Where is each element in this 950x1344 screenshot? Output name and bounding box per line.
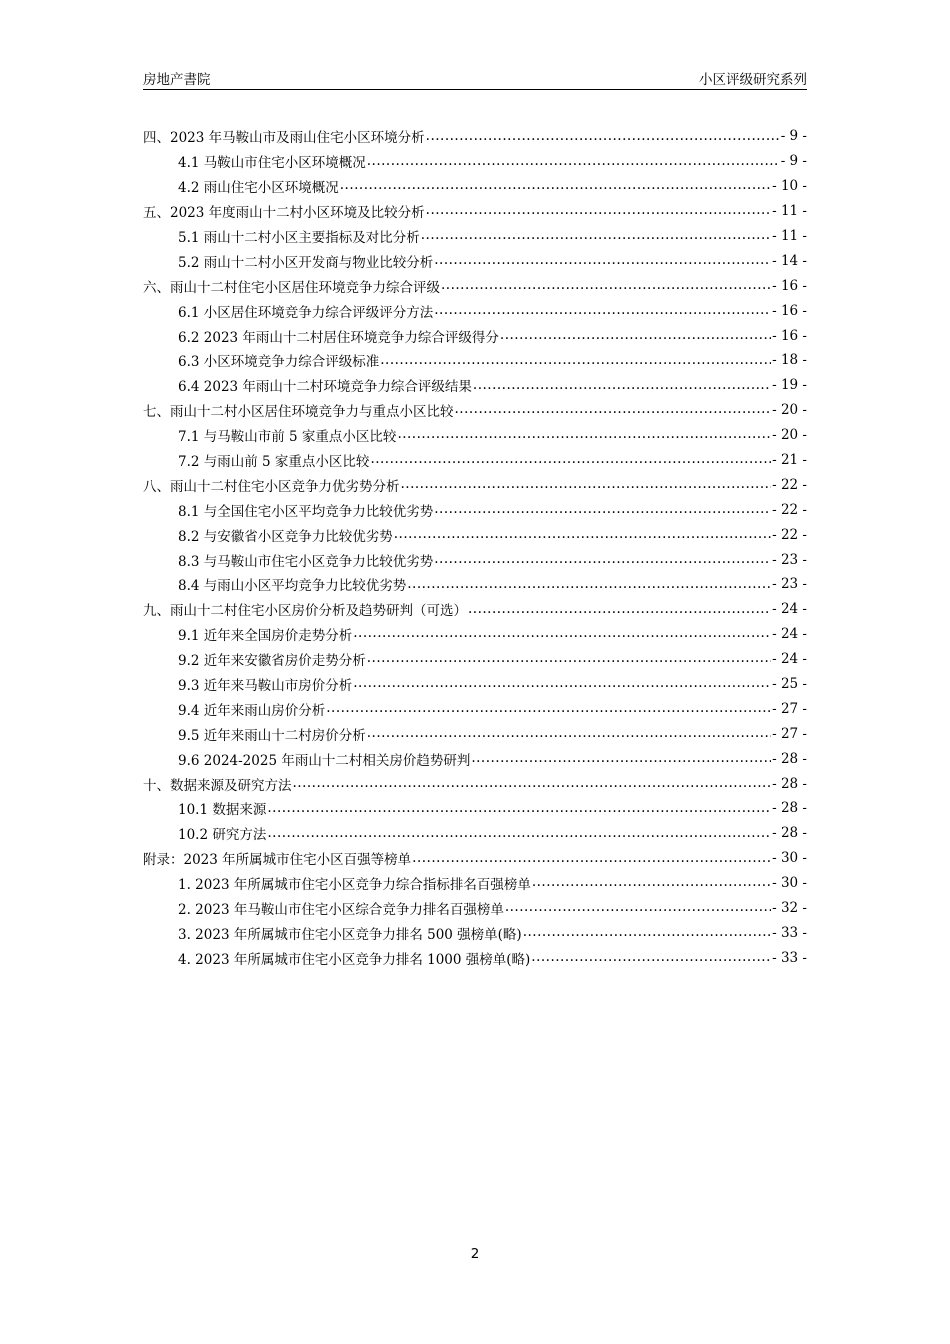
toc-entry-page: - 20 - <box>772 427 807 444</box>
toc-dot-leader <box>473 379 771 393</box>
toc-entry-title: 九、雨山十二村住宅小区房价分析及趋势研判（可选） <box>143 603 467 620</box>
toc-entry-page: - 28 - <box>772 750 807 767</box>
toc-dot-leader <box>500 329 771 343</box>
toc-entry-page: - 18 - <box>772 352 807 369</box>
toc-entry-page: - 14 - <box>772 252 807 269</box>
toc-entry-page: - 23 - <box>772 551 807 568</box>
toc-entry-page: - 16 - <box>772 277 807 294</box>
toc-section-entry[interactable] <box>143 522 807 547</box>
toc-entry-title: 五、2023 年度雨山十二村小区环境及比较分析 <box>143 205 425 222</box>
toc-dot-leader <box>267 802 771 816</box>
toc-dot-leader <box>353 628 771 642</box>
toc-entry-page: - 11 - <box>772 203 807 220</box>
toc-section-entry[interactable] <box>143 896 807 921</box>
toc-entry-page: - 33 - <box>772 924 807 941</box>
toc-dot-leader <box>426 204 771 218</box>
toc-dot-leader <box>532 876 771 890</box>
toc-section-entry[interactable] <box>143 746 807 771</box>
toc-section-entry[interactable] <box>143 373 807 398</box>
toc-section-entry[interactable] <box>143 672 807 697</box>
page-header <box>143 66 807 88</box>
header-right-title: 小区评级研究系列 <box>699 72 807 88</box>
toc-section-entry[interactable] <box>143 497 807 522</box>
toc-section-entry[interactable] <box>143 248 807 273</box>
toc-entry-title: 1. 2023 年所属城市住宅小区竞争力综合指标排名百强榜单 <box>178 877 531 894</box>
toc-entry-page: - 30 - <box>772 850 807 867</box>
toc-entry-page: - 30 - <box>772 875 807 892</box>
toc-chapter-entry[interactable] <box>143 398 807 423</box>
toc-dot-leader <box>340 179 771 193</box>
toc-dot-leader <box>367 155 780 169</box>
toc-entry-title: 4. 2023 年所属城市住宅小区竞争力排名 1000 强榜单(略) <box>178 951 531 968</box>
toc-entry-title: 四、2023 年马鞍山市及雨山住宅小区环境分析 <box>143 130 425 147</box>
toc-entry-title: 7.1 与马鞍山市前 5 家重点小区比较 <box>178 429 397 446</box>
toc-entry-page: - 32 - <box>772 900 807 917</box>
toc-section-entry[interactable] <box>143 448 807 473</box>
toc-entry-page: - 16 - <box>772 302 807 319</box>
toc-section-entry[interactable] <box>143 696 807 721</box>
toc-chapter-entry[interactable] <box>143 273 807 298</box>
toc-dot-leader <box>370 453 771 467</box>
toc-entry-page: - 19 - <box>772 377 807 394</box>
table-of-contents <box>143 124 807 970</box>
toc-entry-page: - 25 - <box>772 676 807 693</box>
toc-dot-leader <box>380 354 771 368</box>
toc-entry-title: 6.4 2023 年雨山十二村环境竞争力综合评级结果 <box>178 379 472 396</box>
toc-dot-leader <box>468 603 771 617</box>
toc-entry-title: 10.2 研究方法 <box>178 827 267 844</box>
toc-entry-page: - 28 - <box>772 775 807 792</box>
toc-entry-page: - 22 - <box>772 526 807 543</box>
toc-dot-leader <box>326 702 771 716</box>
toc-section-entry[interactable] <box>143 821 807 846</box>
toc-entry-title: 4.1 马鞍山市住宅小区环境概况 <box>178 155 366 172</box>
toc-entry-title: 4.2 雨山住宅小区环境概况 <box>178 180 339 197</box>
toc-dot-leader <box>471 752 771 766</box>
toc-dot-leader <box>267 827 771 841</box>
toc-section-entry[interactable] <box>143 174 807 199</box>
toc-chapter-entry[interactable] <box>143 199 807 224</box>
toc-dot-leader <box>401 478 772 492</box>
toc-entry-page: - 33 - <box>772 949 807 966</box>
toc-dot-leader <box>434 553 771 567</box>
toc-section-entry[interactable] <box>143 721 807 746</box>
toc-entry-page: - 21 - <box>772 452 807 469</box>
toc-entry-title: 2. 2023 年马鞍山市住宅小区综合竞争力排名百强榜单 <box>178 902 504 919</box>
toc-entry-title: 8.1 与全国住宅小区平均竞争力比较优劣势 <box>178 503 434 520</box>
toc-dot-leader <box>407 578 771 592</box>
toc-section-entry[interactable] <box>143 547 807 572</box>
page-number: 2 <box>470 1246 480 1262</box>
header-divider <box>143 89 807 90</box>
toc-section-entry[interactable] <box>143 323 807 348</box>
toc-dot-leader <box>434 304 771 318</box>
toc-section-entry[interactable] <box>143 298 807 323</box>
toc-entry-title: 10.1 数据来源 <box>178 802 267 819</box>
toc-entry-title: 9.6 2024-2025 年雨山十二村相关房价趋势研判 <box>178 752 471 769</box>
toc-entry-title: 9.5 近年来雨山十二村房价分析 <box>178 727 366 744</box>
toc-dot-leader <box>367 727 771 741</box>
toc-chapter-entry[interactable] <box>143 472 807 497</box>
toc-entry-page: - 27 - <box>772 725 807 742</box>
toc-section-entry[interactable] <box>143 871 807 896</box>
toc-dot-leader <box>367 652 771 666</box>
toc-entry-title: 9.3 近年来马鞍山市房价分析 <box>178 678 353 695</box>
toc-entry-title: 8.3 与马鞍山市住宅小区竞争力比较优劣势 <box>178 553 434 570</box>
toc-entry-page: - 9 - <box>780 153 807 170</box>
toc-dot-leader <box>531 951 771 965</box>
toc-section-entry[interactable] <box>143 423 807 448</box>
toc-entry-title: 5.1 雨山十二村小区主要指标及对比分析 <box>178 230 420 246</box>
toc-entry-page: - 22 - <box>772 501 807 518</box>
toc-entry-title: 八、雨山十二村住宅小区竞争力优劣势分析 <box>143 478 400 495</box>
toc-entry-page: - 24 - <box>772 601 807 618</box>
toc-chapter-entry[interactable] <box>143 846 807 871</box>
toc-entry-title: 六、雨山十二村住宅小区居住环境竞争力综合评级 <box>143 279 440 296</box>
toc-entry-page: - 28 - <box>772 825 807 842</box>
toc-entry-page: - 28 - <box>772 800 807 817</box>
toc-entry-title: 5.2 雨山十二村小区开发商与物业比较分析 <box>178 254 434 271</box>
toc-chapter-entry[interactable] <box>143 771 807 796</box>
toc-entry-title: 3. 2023 年所属城市住宅小区竞争力排名 500 强榜单(略) <box>178 926 522 943</box>
toc-dot-leader <box>505 901 771 915</box>
toc-entry-title: 6.1 小区居住环境竞争力综合评级评分方法 <box>178 304 434 321</box>
toc-entry-page: - 24 - <box>772 626 807 643</box>
toc-entry-page: - 27 - <box>772 700 807 717</box>
toc-entry-title: 6.2 2023 年雨山十二村居住环境竞争力综合评级得分 <box>178 329 499 346</box>
toc-entry-page: - 22 - <box>772 476 807 493</box>
toc-chapter-entry[interactable] <box>143 124 807 149</box>
toc-entry-title: 9.4 近年来雨山房价分析 <box>178 702 326 719</box>
toc-chapter-entry[interactable] <box>143 597 807 622</box>
toc-dot-leader <box>293 777 772 791</box>
toc-section-entry[interactable] <box>143 796 807 821</box>
header-left-title: 房地产書院 <box>143 72 211 88</box>
toc-dot-leader <box>426 130 780 144</box>
toc-section-entry[interactable] <box>143 921 807 946</box>
toc-dot-leader <box>412 852 771 866</box>
toc-section-entry[interactable] <box>143 348 807 373</box>
toc-dot-leader <box>434 503 771 517</box>
toc-entry-title: 附录：2023 年所属城市住宅小区百强等榜单 <box>143 852 412 869</box>
toc-entry-title: 6.3 小区环境竞争力综合评级标准 <box>178 354 380 371</box>
toc-entry-page: - 23 - <box>772 576 807 593</box>
toc-dot-leader <box>455 403 772 417</box>
toc-dot-leader <box>434 254 771 268</box>
toc-section-entry[interactable] <box>143 622 807 647</box>
toc-entry-title: 7.2 与雨山前 5 家重点小区比较 <box>178 454 370 471</box>
toc-dot-leader <box>523 926 771 940</box>
toc-dot-leader <box>441 279 771 293</box>
toc-section-entry[interactable] <box>143 224 807 249</box>
toc-section-entry[interactable] <box>143 945 807 970</box>
toc-entry-page: - 20 - <box>772 402 807 419</box>
toc-entry-title: 8.2 与安徽省小区竞争力比较优劣势 <box>178 528 393 545</box>
toc-entry-title: 十、数据来源及研究方法 <box>143 777 292 794</box>
toc-section-entry[interactable] <box>143 149 807 174</box>
toc-entry-title: 9.2 近年来安徽省房价走势分析 <box>178 653 366 670</box>
toc-dot-leader <box>397 428 771 442</box>
toc-entry-title: 七、雨山十二村小区居住环境竞争力与重点小区比较 <box>143 404 454 421</box>
toc-section-entry[interactable] <box>143 572 807 597</box>
toc-section-entry[interactable] <box>143 647 807 672</box>
toc-dot-leader <box>394 528 771 542</box>
toc-entry-page: - 24 - <box>772 651 807 668</box>
toc-entry-page: - 10 - <box>772 178 807 195</box>
toc-entry-title: 8.4 与雨山小区平均竞争力比较优劣势 <box>178 578 407 595</box>
toc-entry-page: - 11 - <box>772 228 807 244</box>
toc-entry-page: - 9 - <box>780 128 807 145</box>
toc-dot-leader <box>353 677 771 691</box>
toc-dot-leader <box>421 229 771 243</box>
toc-entry-title: 9.1 近年来全国房价走势分析 <box>178 628 353 645</box>
toc-entry-page: - 16 - <box>772 327 807 344</box>
